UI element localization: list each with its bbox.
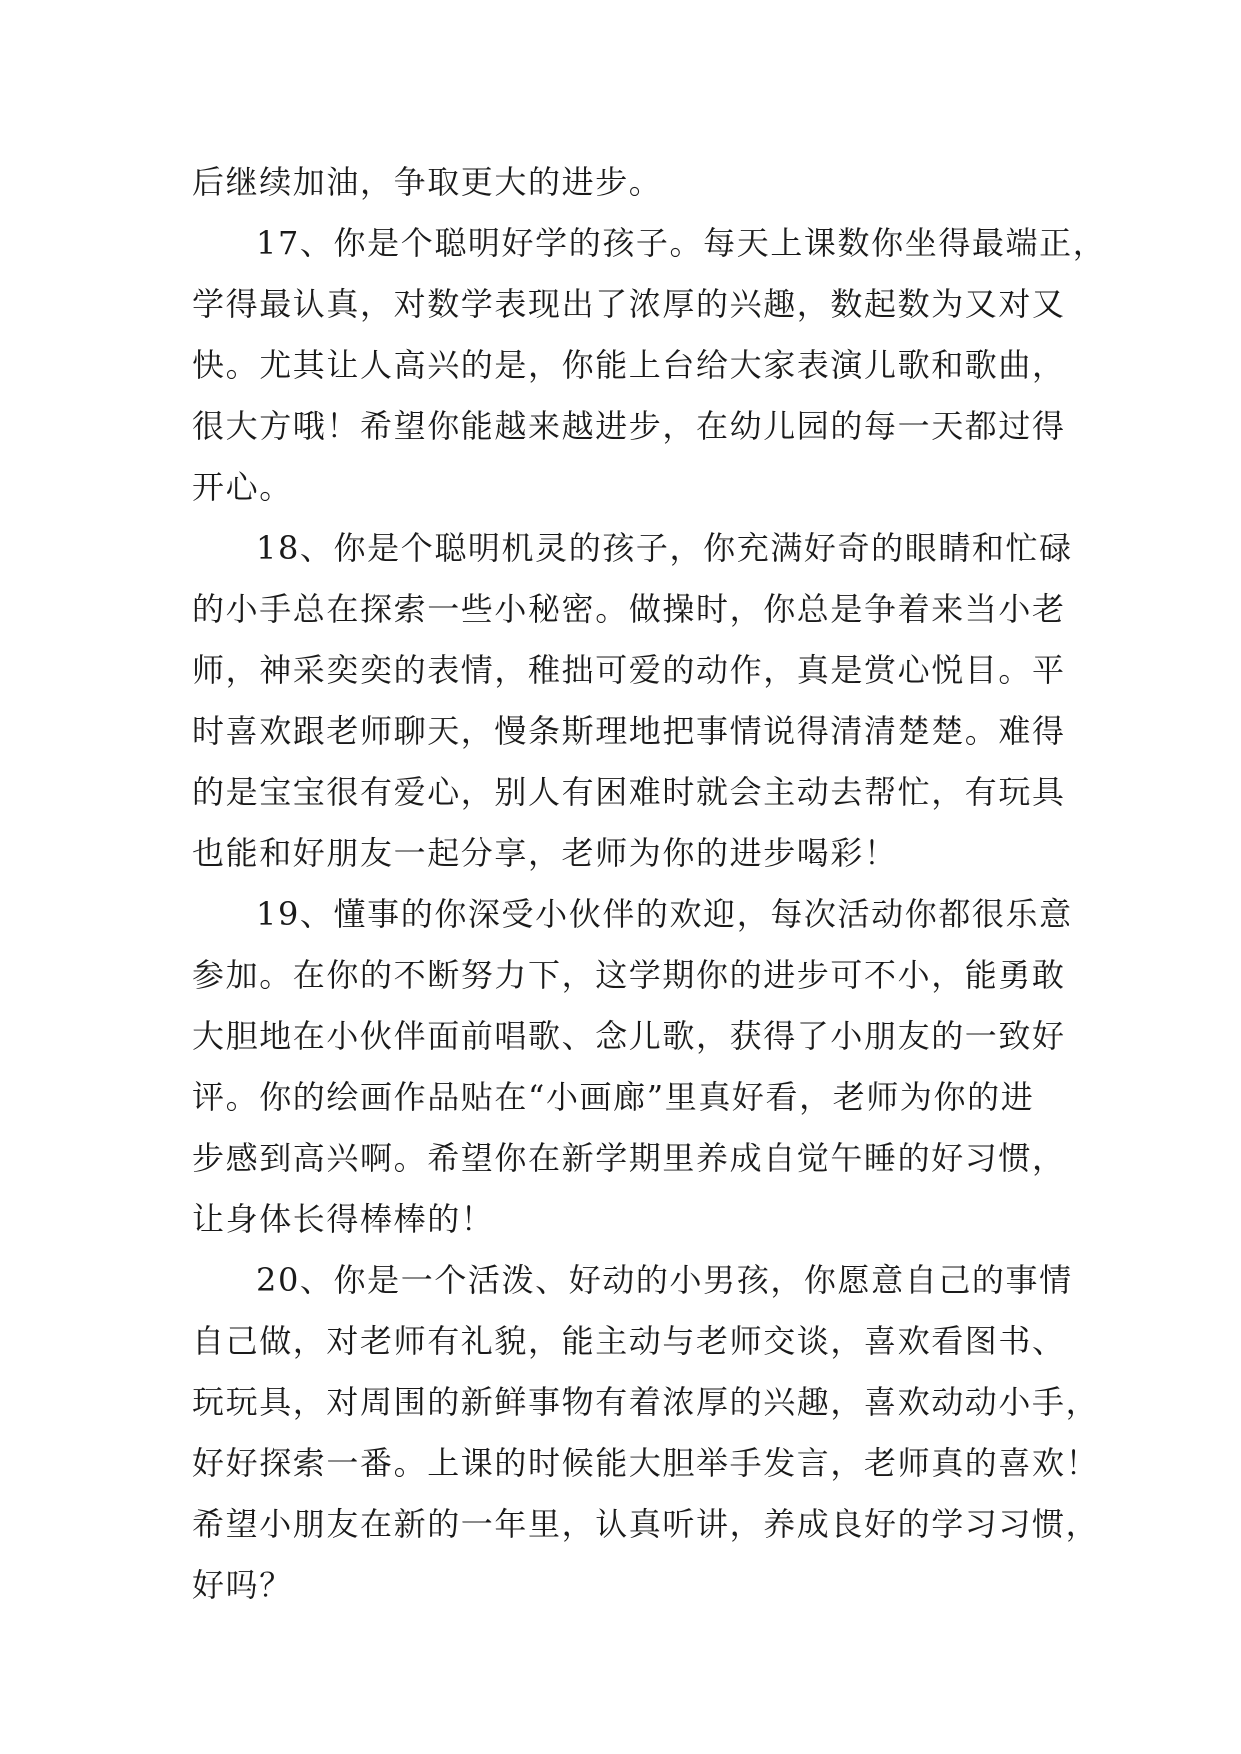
text-line: 后继续加油，争取更大的进步。	[192, 163, 663, 201]
paragraph-item-17	[192, 213, 1107, 518]
paragraph-item-19	[192, 884, 1072, 1250]
text-line: 大胆地在小伙伴面前唱歌、念儿歌，获得了小朋友的一致好	[192, 1017, 1066, 1055]
text-line: 19、懂事的你深受小伙伴的欢迎，每次活动你都很乐意	[256, 895, 1073, 933]
text-line: 师，神采奕奕的表情，稚拙可爱的动作，真是赏心悦目。平	[192, 651, 1066, 689]
text-line: 时喜欢跟老师聊天，慢条斯理地把事情说得清清楚楚。难得	[192, 712, 1066, 750]
text-line: 17、你是个聪明好学的孩子。每天上课数你坐得最端正，	[256, 224, 1107, 262]
paragraph-item-20	[192, 1250, 1100, 1616]
text-line: 20、你是一个活泼、好动的小男孩，你愿意自己的事情	[256, 1261, 1073, 1299]
text-line: 18、你是个聪明机灵的孩子，你充满好奇的眼睛和忙碌	[256, 529, 1073, 567]
text-line: 也能和好朋友一起分享，老师为你的进步喝彩！	[192, 834, 898, 872]
text-line: 开心。	[192, 468, 293, 506]
text-line: 好吗？	[192, 1566, 293, 1604]
text-line: 让身体长得棒棒的！	[192, 1200, 495, 1238]
paragraph-item-18	[192, 518, 1072, 884]
document-body	[192, 152, 1107, 1616]
text-line: 参加。在你的不断努力下，这学期你的进步可不小，能勇敢	[192, 956, 1066, 994]
text-line: 很大方哦！希望你能越来越进步，在幼儿园的每一天都过得	[192, 407, 1066, 445]
text-line: 好好探索一番。上课的时候能大胆举手发言，老师真的喜欢！	[192, 1444, 1100, 1482]
text-line: 自己做，对老师有礼貌，能主动与老师交谈，喜欢看图书、	[192, 1322, 1066, 1360]
text-line: 学得最认真，对数学表现出了浓厚的兴趣，数起数为又对又	[192, 285, 1066, 323]
text-line: 希望小朋友在新的一年里，认真听讲，养成良好的学习习惯，	[192, 1505, 1100, 1543]
text-line: 评。你的绘画作品贴在“小画廊”里真好看，老师为你的进	[192, 1078, 1035, 1116]
text-line: 的是宝宝很有爱心，别人有困难时就会主动去帮忙，有玩具	[192, 773, 1066, 811]
text-line: 玩玩具，对周围的新鲜事物有着浓厚的兴趣，喜欢动动小手，	[192, 1383, 1100, 1421]
text-line: 快。尤其让人高兴的是，你能上台给大家表演儿歌和歌曲，	[192, 346, 1066, 384]
paragraph-continuation	[192, 152, 1072, 213]
text-line: 步感到高兴啊。希望你在新学期里养成自觉午睡的好习惯，	[192, 1139, 1066, 1177]
text-line: 的小手总在探索一些小秘密。做操时，你总是争着来当小老	[192, 590, 1066, 628]
